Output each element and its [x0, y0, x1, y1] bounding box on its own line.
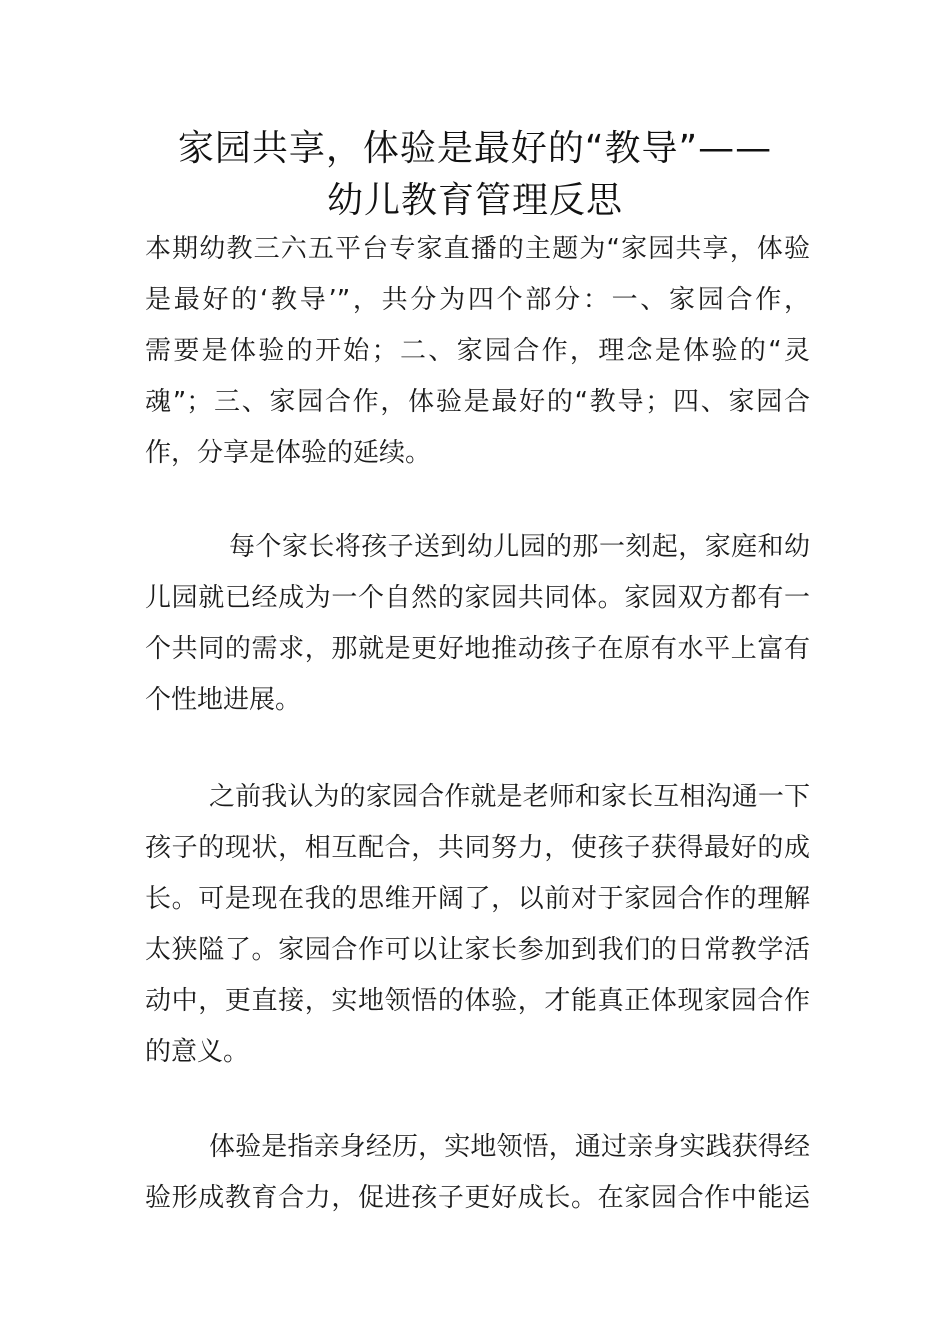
paragraph-line: 个性地进展。	[145, 685, 302, 715]
paragraph-line: 需要是体验的开始；二、家园合作，理念是体验的“灵	[145, 336, 810, 366]
paragraph-4	[145, 1122, 810, 1224]
paragraph-line: 本期幼教三六五平台专家直播的主题为“家园共享，体验	[145, 234, 810, 264]
paragraph-line: 魂”；三、家园合作，体验是最好的“教导；四、家园合	[145, 387, 810, 417]
paragraph-line: 体验是指亲身经历，实地领悟，通过亲身实践获得经	[209, 1132, 810, 1162]
paragraph-2	[145, 522, 810, 726]
paragraph-1	[145, 224, 810, 479]
paragraph-line: 长。可是现在我的思维开阔了，以前对于家园合作的理解	[145, 884, 810, 914]
paragraph-3	[145, 772, 810, 1078]
title-line-2: 幼儿教育管理反思	[326, 180, 623, 221]
title-line-1: 家园共享，体验是最好的“教导”——	[177, 128, 773, 169]
paragraph-line: 验形成教育合力，促进孩子更好成长。在家园合作中能运	[145, 1183, 810, 1213]
document-title	[110, 123, 840, 227]
paragraph-line: 个共同的需求，那就是更好地推动孩子在原有水平上富有	[145, 634, 810, 664]
paragraph-line: 太狭隘了。家园合作可以让家长参加到我们的日常教学活	[145, 935, 810, 965]
paragraph-line: 每个家长将孩子送到幼儿园的那一刻起，家庭和幼	[229, 532, 810, 562]
paragraph-line: 儿园就已经成为一个自然的家园共同体。家园双方都有一	[145, 583, 810, 613]
paragraph-line: 是最好的‘教导’”，共分为四个部分：一、家园合作，	[145, 285, 810, 315]
paragraph-line: 作，分享是体验的延续。	[145, 438, 432, 468]
paragraph-line: 之前我认为的家园合作就是老师和家长互相沟通一下	[209, 782, 810, 812]
paragraph-line: 动中，更直接，实地领悟的体验，才能真正体现家园合作	[145, 986, 810, 1016]
paragraph-line: 孩子的现状，相互配合，共同努力，使孩子获得最好的成	[145, 833, 810, 863]
paragraph-line: 的意义。	[145, 1037, 250, 1067]
